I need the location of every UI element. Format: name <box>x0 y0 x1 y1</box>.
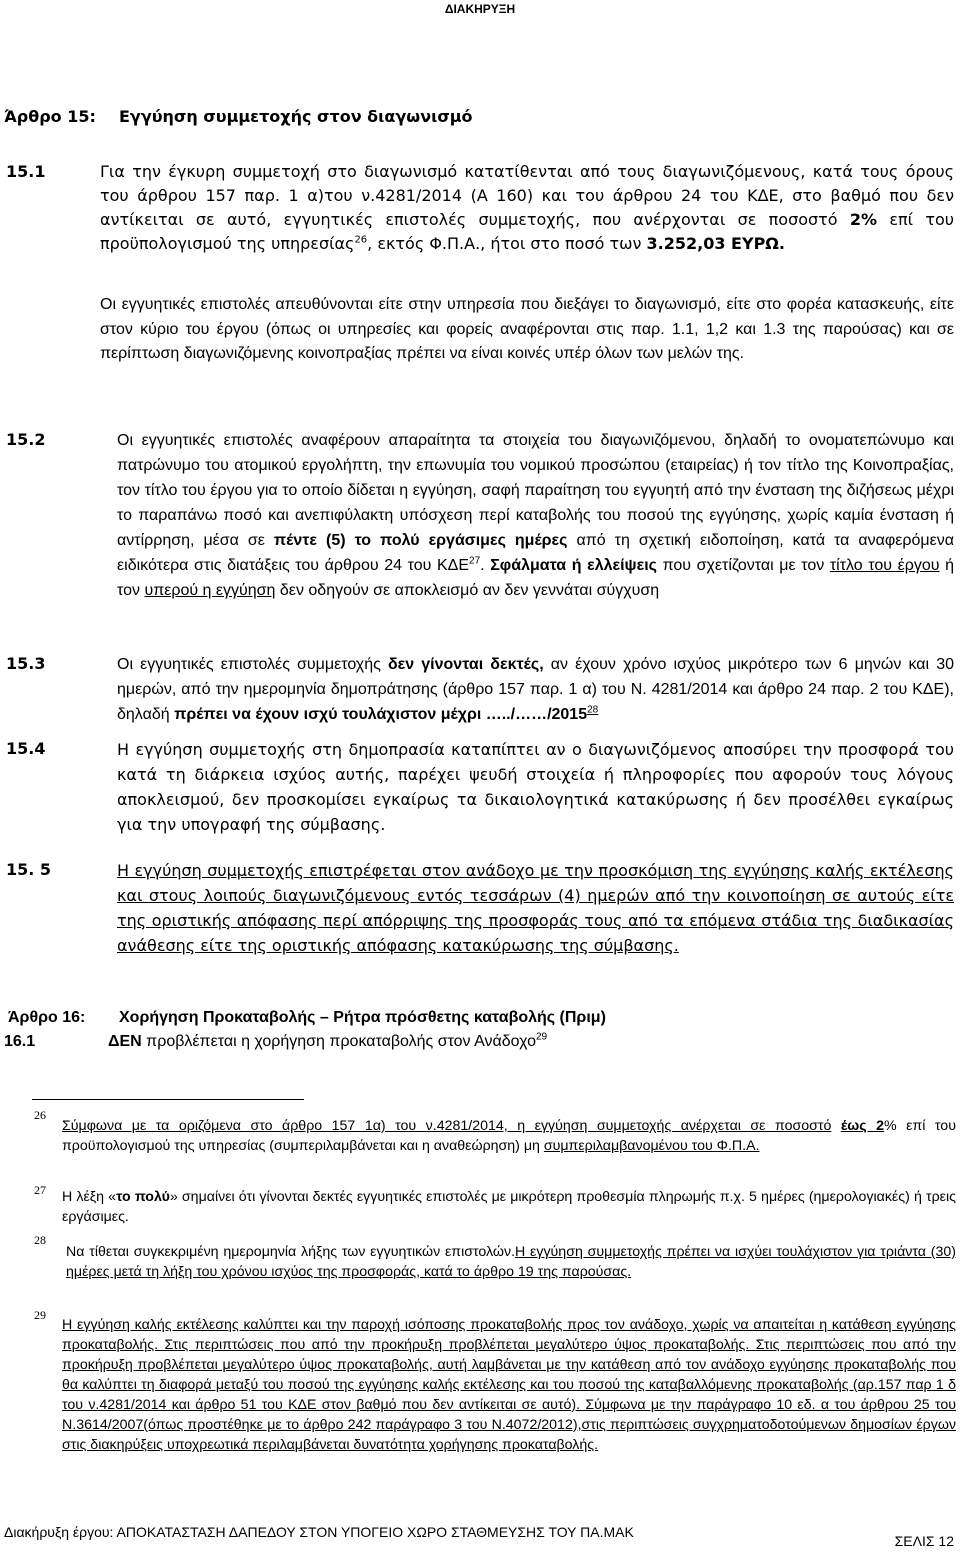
footnote-27-number: 27 <box>34 1183 46 1197</box>
page-number: ΣΕΛΙΣ 12 <box>894 1533 954 1549</box>
section-15-2-number: 15.2 <box>6 430 46 449</box>
article-16-title: Χορήγηση Προκαταβολής – Ρήτρα πρόσθετης καταβολής (Πριμ) <box>119 1009 606 1026</box>
section-15-2-text: Οι εγγυητικές επιστολές αναφέρουν απαραίτητα τα στοιχεία του διαγωνιζόμενου, δηλαδή το ονοματεπώνυμο και πατρώνυμο του ατομικού εργολήπτη, την επωνυμία του νομικού προσώπου (εταιρείας) ή τον τίτλο της Κοινοπραξίας, τον τίτλο του έργου για το οποίο δίδεται η εγγύηση, σαφή παραίτηση του εγγυητή από την ένσταση της διζήσεως μέχρι το παραπάνω ποσό και ανεπιφύλακτη υπόσχεση περί καταβολής του ποσού της εγγύησης, χωρίς καμία ένσταση ή αντίρρηση, μέσα σε πέντε (5) το πολύ εργάσιμες ημέρες από τη σχετική ειδοποίηση, κατά τα αναφερόμενα ειδικότερα στις διατάξεις του άρθρου 24 του ΚΔΕ$^{27}$. Σφάλματα ή ελλείψεις που σχετίζονται με τον τίτλο του έργου ή τον υπερού η εγγύηση δεν οδηγούν σε αποκλεισμό αν δεν γεννάται σύγχυση <box>117 432 955 599</box>
article-15-label: Άρθρο 15: <box>4 107 96 126</box>
footnote-26-text: Σύμφωνα με τα οριζόμενα στο άρθρο 157 1α) του ν.4281/2014, η εγγύηση συμμετοχής ανέρχεται σε ποσοστό έως 2% επί του προϋπολογισμού της υπηρεσίας (συμπεριλαμβάνεται και η αναθεώρηση) μη συμπεριλαμβανομένου του Φ.Π.Α. <box>62 1118 956 1154</box>
section-15-4-text: Η εγγύηση συμμετοχής στη δημοπρασία καταπίπτει αν ο διαγωνιζόμενος αποσύρει την προσφορά του κατά τη διάρκεια ισχύος αυτής, παρέχει ψευδή στοιχεία ή πληροφορίες που αφορούν τους λόγους αποκλεισμού, δεν προσκομίσει εγκαίρως τα δικαιολογητικά κατακύρωσης ή δεν προσέλθει εγκαίρως για την υπογραφή της σύμβασης. <box>117 740 954 834</box>
section-15-1-text: Για την έγκυρη συμμετοχή στο διαγωνισμό κατατίθενται από τους διαγωνιζόμενους, κατά τους όρους του άρθρου 157 παρ. 1 α)του ν.4281/2014 (Α 160) και του άρθρου 24 του ΚΔΕ, στο βαθμό που δεν αντίκειται σε αυτό, εγγυητικές επιστολές συμμετοχής, που ανέρχονται σε ποσοστό 2% επί του προϋπολογισμού της υπηρεσίας$^{26}$, εκτός Φ.Π.Α., ήτοι στο ποσό των 3.252,03 ΕΥΡΩ. <box>100 162 955 253</box>
article-15-title: Εγγύηση συμμετοχής στον διαγωνισμό <box>119 107 473 126</box>
section-16-1-text: ΔΕΝ προβλέπεται η χορήγηση προκαταβολής στον Ανάδοχο$^{29}$ <box>108 1031 548 1050</box>
section-16-1-number: 16.1 <box>4 1033 36 1050</box>
section-15-1-paragraph-2: Οι εγγυητικές επιστολές απευθύνονται είτε στην υπηρεσία που διεξάγει το διαγωνισμό, είτε στο φορέα κατασκευής, είτε στον κύριο του έργου (όπως οι υπηρεσίες και φορείς αναφέρονται στις παρ. 1.1, 1,2 και 1.3 της παρούσας) και σε περίπτωση διαγωνιζόμενης κοινοπραξίας πρέπει να είναι κοινές υπέρ όλων των μελών της. <box>100 296 954 362</box>
footnote-26-number: 26 <box>34 1108 46 1122</box>
page-header: ΔΙΑΚΗΡΥΞΗ <box>444 2 516 16</box>
section-15-1-number: 15.1 <box>6 162 46 181</box>
footer-project-title: Διακήρυξη έργου: ΑΠΟΚΑΤΑΣΤΑΣΗ ΔΑΠΕΔΟΥ ΣΤΟΝ ΥΠΟΓΕΙΟ ΧΩΡΟ ΣΤΑΘΜΕΥΣΗΣ ΤΟΥ ΠΑ.ΜΑΚ <box>4 1524 634 1540</box>
section-15-4-number: 15.4 <box>6 739 46 758</box>
section-15-5-text: Η εγγύηση συμμετοχής επιστρέφεται στον ανάδοχο με την προσκόμιση της εγγύησης καλής εκτέλεσης και στους λοιπούς διαγωνιζόμενους εντός τεσσάρων (4) ημερών από την κοινοποίηση σε αυτούς είτε της οριστικής απόφασης περί απόρριψης της προσφοράς τους από τα επόμενα στάδια της διαδικασίας ανάθεσης είτε της οριστικής απόφασης κατακύρωσης της σύμβασης. <box>117 861 954 955</box>
section-15-3-number: 15.3 <box>6 654 46 673</box>
footnote-28-text: Να τίθεται συγκεκριμένη ημερομηνία λήξης των εγγυητικών επιστολών.Η εγγύηση συμμετοχής πρέπει να ισχύει τουλάχιστον για τριάντα (30) ημέρες μετά τη λήξη του χρόνου ισχύος της προσφοράς, κατά το άρθρο 19 της παρούσας. <box>66 1244 956 1280</box>
article-16-label: Άρθρο 16: <box>8 1009 86 1026</box>
footnote-27-text: Η λέξη «το πολύ» σημαίνει ότι γίνονται δεκτές εγγυητικές επιστολές με μικρότερη προθεσμία πληρωμής π.χ. 5 ημέρες (ημερολογιακές) ή τρεις εργάσιμες. <box>62 1189 956 1225</box>
footnote-29-number: 29 <box>34 1308 46 1322</box>
section-15-5-number: 15. 5 <box>6 860 52 879</box>
footnote-separator <box>32 1099 304 1100</box>
footnote-28-number: 28 <box>34 1233 46 1247</box>
section-15-3-text: Οι εγγυητικές επιστολές συμμετοχής δεν γίνονται δεκτές, αν έχουν χρόνο ισχύος μικρότερο των 6 μηνών και 30 ημερών, από την ημερομηνία δημοπράτησης (άρθρο 157 παρ. 1 α) του Ν. 4281/2014 και άρθρο 24 παρ. 2 του ΚΔΕ), δηλαδή πρέπει να έχουν ισχύ τουλάχιστον μέχρι …../……/2015$^{28}$ <box>117 656 954 723</box>
footnote-29-text: Η εγγύηση καλής εκτέλεσης καλύπτει και την παροχή ισόποσης προκαταβολής προς τον ανάδοχο, χωρίς να απαιτείται η κατάθεση εγγύησης προκαταβολής. Στις περιπτώσεις που από την προκήρυξη προβλέπεται μεγαλύτερο ύψος προκαταβολής. Στις περιπτώσεις που από την προκήρυξη προβλέπεται μεγαλύτερο ύψος προκαταβολής, αυτή λαμβάνεται με την κατάθεση από τον ανάδοχο εγγύησης προκαταβολής που θα καλύπτει τη διαφορά μεταξύ του ποσού της εγγύησης καλής εκτέλεσης και του ποσού της καταβαλλόμενης προκαταβολής (αρ.157 παρ 1 δ του ν.4281/2014 και άρθρο 51 του ΚΔΕ στον βαθμό που δεν αντίκειται σε αυτό). Σύμφωνα με την παράγραφο 10 εδ. α του άρθρου 25 του Ν.3614/2007(όπως προστέθηκε με το άρθρο 242 παράγραφο 3 του Ν.4072/2012),στις περιπτώσεις συγχρηματοδοτούμενων δημοσίων έργων στις διακηρύξεις υποχρεωτικά περιλαμβάνεται δυνατότητα χορήγησης προκαταβολής. <box>62 1317 956 1453</box>
